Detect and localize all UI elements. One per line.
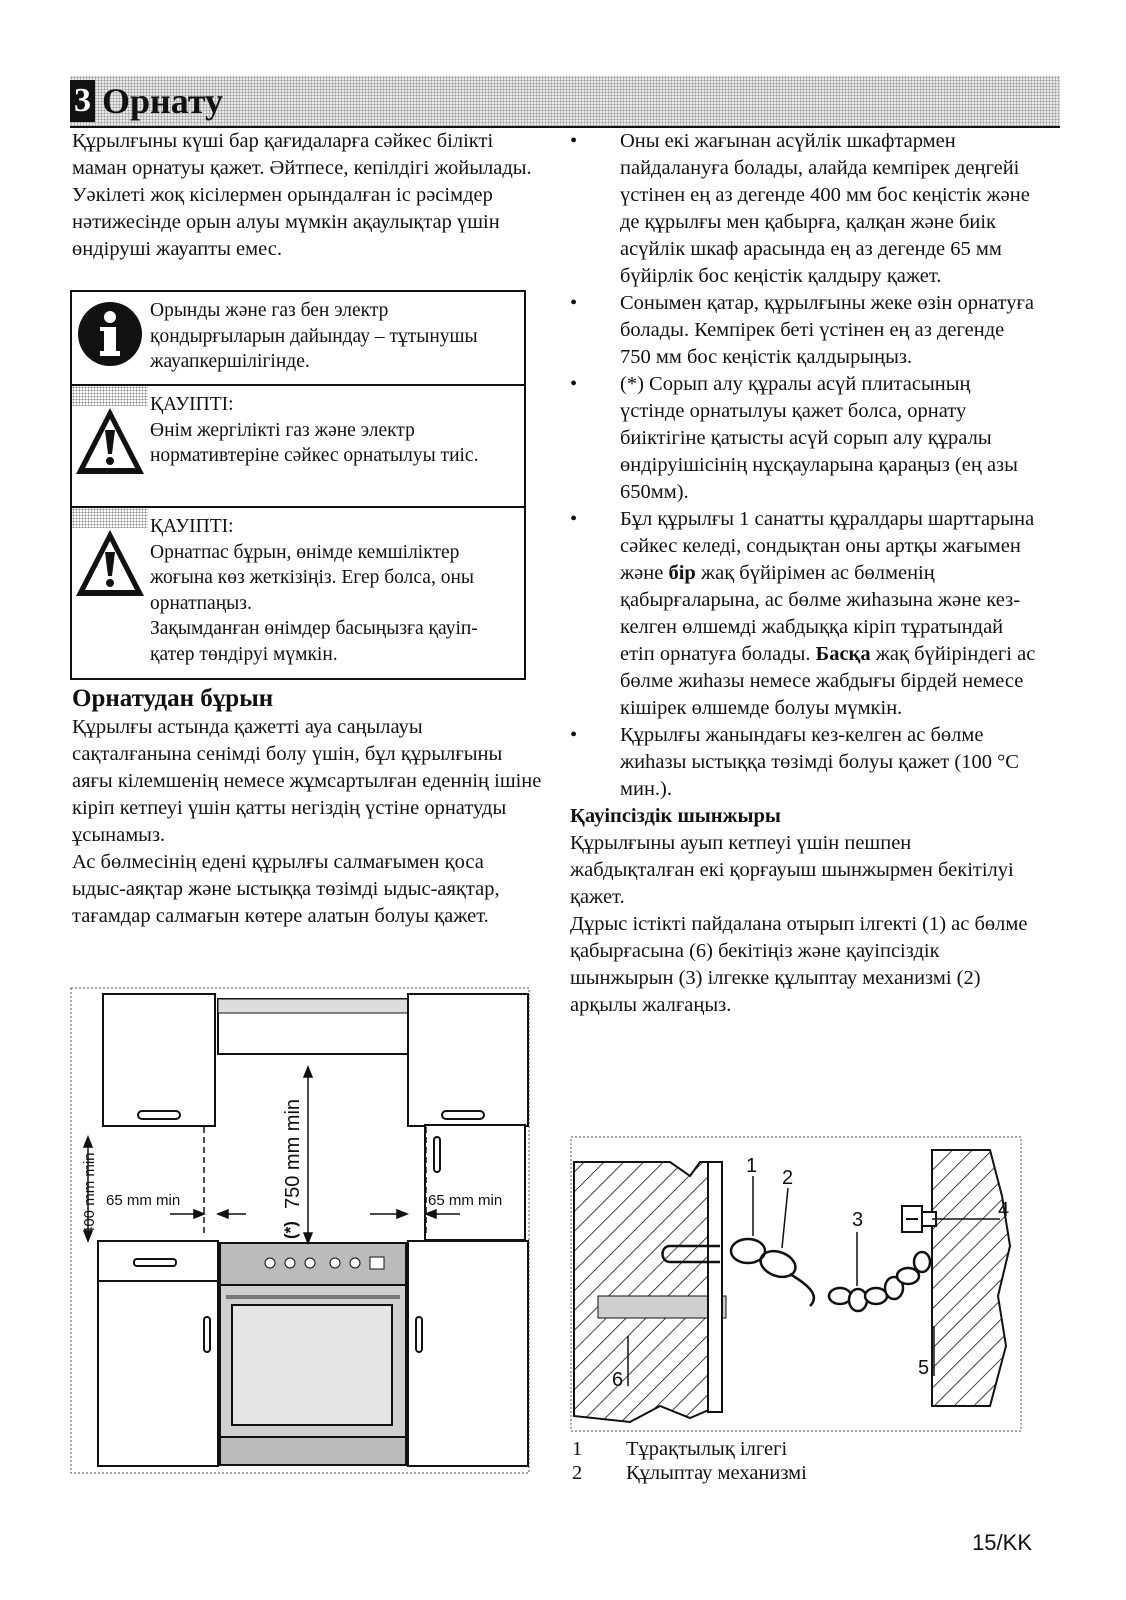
before-install-paragraph-1: Құрылғы астында қажетті ауа саңылауы сақталғанына сенімді болу үшін, бұл құрылғыны аяғы кілемшенің немесе жұмсартылған еденнің ішіне кіріп кетпеуі үшін қатты негіздің үстіне орнатуды ұсынамыз. — [72, 716, 542, 846]
legend-item: 2 Құлыптау механизмі — [572, 1462, 807, 1484]
warning-heading: ҚАУІПТІ: — [150, 394, 234, 415]
list-item: • Құрылғы жанындағы кез-келген ас бөлме жиһазы ыстыққа төзімді болуы қажет (100 °C мин.). — [570, 724, 1019, 800]
callout-3: 3 — [852, 1209, 864, 1231]
lower-left-cabinet — [98, 1241, 218, 1466]
notice-warning-2 — [72, 506, 524, 678]
callout-2: 2 — [782, 1167, 794, 1189]
dim-65-right-label: 65 mm min — [428, 1192, 503, 1209]
figure-legend — [572, 1437, 807, 1485]
section-heading: Орнатудан бұрын — [72, 685, 274, 712]
notice-info-text: Орынды және газ бен электр қондырғыларын дайындау – тұтынушы жауапкершілігінде. — [150, 300, 478, 372]
list-item: • Бұл құрылғы 1 санатты құралдары шарттарына сәйкес келеді, сондықтан оны артқы жағымен және бір жақ бүйірімен ас бөлменің қабырғаларына, ас бөлме жиһазына және кез-келген өлшемді жабдыққа кіріп тұратындай етіп орнатуға болады. Басқа жақ бүйіріндегі ас бөлме жиһазы немесе жабдығы бірдей немесе кішірек өлшемде болуы мүмкін. — [570, 508, 1036, 719]
warning-text: Зақымданған өнімдер басыңызға қауіп-қатер төндіруі мүмкін. — [150, 618, 478, 665]
right-column — [570, 128, 1040, 1019]
tall-right-cabinet — [425, 1125, 525, 1240]
list-item: • (*) Сорып алу құралы асүй плитасының үстінде орнатылуы қажет болса, орнату биіктігіне қатысты асүй сорып алу құралы өндіруішісінің нұсқауларына қараңыз (ең азы 650мм). — [570, 373, 1018, 503]
left-column — [72, 128, 542, 263]
before-install-section — [72, 684, 542, 930]
callout-5: 5 — [918, 1357, 930, 1379]
callout-1: 1 — [746, 1155, 758, 1177]
lower-right-cabinet — [408, 1241, 528, 1466]
warning-icon — [74, 524, 146, 602]
safety-chain-heading: Қауіпсіздік шынжыры — [570, 805, 781, 827]
upper-left-cabinet — [103, 994, 215, 1126]
before-install-paragraph-2: Ас бөлмесінің едені құрылғы салмағымен қоса ыдыс-аяқтар және ыстыққа төзімді ыдыс-аяқтар, тағамдар салмағын көтере алатын болуы қажет. — [72, 851, 500, 927]
callout-4: 4 — [998, 1199, 1010, 1221]
dim-750-label: 750 mm min — [282, 1098, 304, 1209]
dim-400-label: 400 mm min — [81, 1152, 98, 1235]
warning-text: Орнатпас бұрын, өнімде кемшіліктер жоғына көз жеткізіңіз. Егер болса, оны орнатпаңыз. — [150, 541, 474, 614]
notice-warning-1 — [72, 384, 524, 506]
dim-star-label: (*) — [281, 1221, 300, 1239]
notice-box — [70, 290, 526, 680]
page-number: 15/KK — [972, 1530, 1032, 1555]
warning-text: Өнім жергілікті газ және электр нормативтеріне сәйкес орнатылуы тиіс. — [150, 419, 479, 466]
list-item: • Сонымен қатар, құрылғыны жеке өзін орнатуға болады. Кемпірек беті үстінен ең аз дегенде 750 мм бос кеңістік қалдырыңыз. — [570, 292, 1034, 368]
oven — [220, 1243, 406, 1465]
warning-heading: ҚАУІПТІ: — [150, 516, 234, 537]
warning-icon — [74, 402, 146, 480]
chapter-header — [70, 76, 1060, 128]
callout-6: 6 — [612, 1369, 624, 1391]
installation-diagram — [70, 987, 530, 1474]
kitchen-wall — [574, 1162, 726, 1422]
chapter-number: 3 — [70, 80, 95, 122]
info-icon — [74, 296, 146, 374]
dim-65-left-label: 65 mm min — [106, 1192, 181, 1209]
chapter-title: Орнату — [102, 81, 224, 121]
oven-back — [932, 1150, 1010, 1406]
intro-paragraph: Құрылғыны күші бар қағидаларға сәйкес білікті маман орнатуы қажет. Әйтпесе, кепілдігі жойылады. Уәкілеті жоқ кісілермен орындалған іс рәсімдер нәтижесінде орын алуы мүмкін ақаулықтар үшін өндіруші жауапты емес. — [72, 130, 532, 260]
legend-item: 1 Тұрақтылық ілгегі — [572, 1438, 788, 1460]
upper-right-cabinet — [408, 994, 528, 1126]
range-hood — [218, 999, 408, 1054]
safety-chain-paragraph-2: Дұрыс істікті пайдалана отырып ілгекті (1) ас бөлме қабырғасына (6) бекітіңіз және қауіпсіздік шынжырын (3) ілгекке құлыптау механизмі (2) арқылы жалғаңыз. — [570, 913, 1028, 1016]
safety-chain-diagram — [570, 1136, 1022, 1432]
installation-notes — [570, 128, 1040, 803]
notice-info — [72, 292, 524, 384]
list-item: • Оны екі жағынан асүйлік шкафтармен пайдалануға болады, алайда кемпірек деңгейі үстінен ең аз дегенде 400 мм бос кеңістік және де құрылғы мен қабырға, қалқан және биік асүйлік шкаф арасында ең аз дегенде 65 мм бүйірлік бос кеңістік қалдыру қажет. — [570, 130, 1030, 287]
safety-chain-paragraph-1: Құрылғыны ауып кетпеуі үшін пешпен жабдықталған екі қорғауыш шынжырмен бекітілуі қажет. — [570, 832, 1014, 908]
